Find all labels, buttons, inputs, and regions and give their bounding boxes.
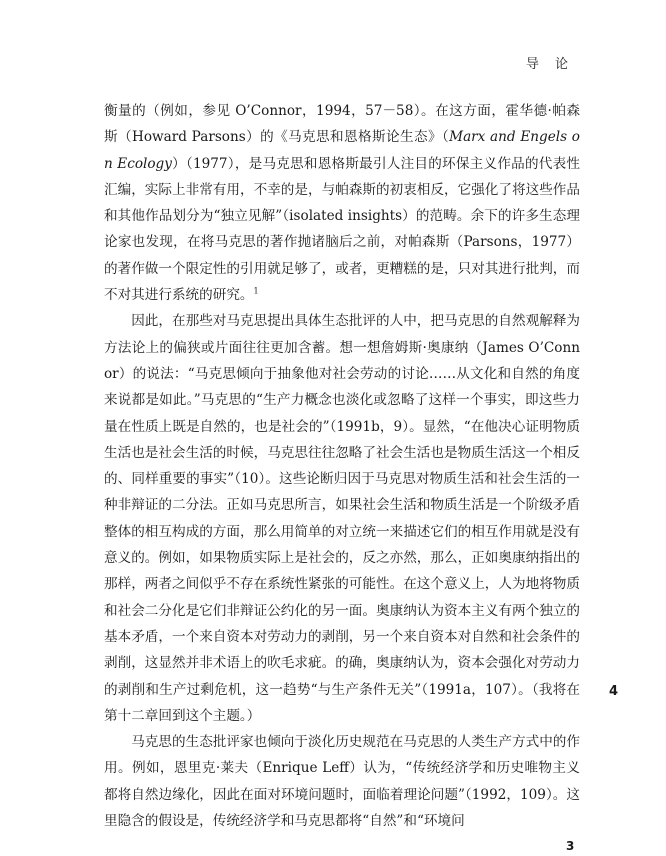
paragraph bbox=[104, 729, 580, 834]
paragraph bbox=[104, 98, 580, 308]
left-margin bbox=[0, 0, 12, 856]
paragraph bbox=[104, 308, 580, 729]
footnote-marker: 1 bbox=[253, 286, 259, 296]
body-text bbox=[104, 98, 580, 834]
text-run: 因此，在那些对马克思提出具体生态批评的人中，把马克思的自然观解释为方法论上的偏狭或片面往往更加含蓄。想一想詹姆斯·奥康纳（James O’Connor）的说法：“马克思倾向于抽象他对社会劳动的讨论……从文化和自然的角度来说都是如此。”马克思的“生产力概念也淡化或忽略了这样一个事实，即这些力量在性质上既是自然的，也是社会的”（1991b，9）。显然，“在他决心证明物质生活也是社会生活的时候，马克思往往忽略了社会生活也是物质生活这一个相反的、同样重要的事实”（10）。这些论断归因于马克思对物质生活和社会生活的一种非辩证的二分法。正如马克思所言，如果社会生活和物质生活是一个阶级矛盾整体的相互构成的方面，那么用简单的对立统一来描述它们的相互作用就是没有意义的。例如，如果物质实际上是社会的，反之亦然，那么，正如奥康纳指出的那样，两者之间似乎不存在系统性紧张的可能性。在这个意义上，人为地将物质和社会二分化是它们非辩证公约化的另一面。奥康纳认为资本主义有两个独立的基本矛盾，一个来自资本对劳动力的剥削，另一个来自资本对自然和社会条件的剥削，这显然并非术语上的吹毛求疵。的确，奥康纳认为，资本会强化对劳动力的剥削和生产过剩危机，这一趋势“与生产条件无关”（1991a，107）。（我将在第十二章回到这个主题。） bbox=[104, 313, 580, 724]
page-number: 3 bbox=[566, 839, 575, 853]
text-run: 马克思的生态批评家也倾向于淡化历史规范在马克思的人类生产方式中的作用。例如，恩里克·莱夫（Enrique Leff）认为，“传统经济学和历史唯物主义都将自然边缘化，因此在面对环境问题时，面临着理论问题”（1992，109）。这里隐含的假设是，传统经济学和马克思都将“自然”和“环境问 bbox=[104, 734, 580, 830]
original-page-reference: 4 bbox=[609, 684, 619, 699]
italic-title: Marx and Engels on Ecology bbox=[104, 129, 580, 172]
running-header: 导 论 bbox=[525, 57, 574, 72]
text-run: ）（1977），是马克思和恩格斯最引人注目的环保主义作品的代表性汇编，实际上非常有用，不幸的是，与帕森斯的初衷相反，它强化了将这些作品和其他作品划分为“独立见解”（isolated insights）的范畴。余下的许多生态理论家也发现，在将马克思的著作抛诸脑后之前，对帕森斯（Parsons，1977）的著作做一个限定性的引用就足够了，或者，更糟糕的是，只对其进行批判，而不对其进行系统的研究。 bbox=[104, 155, 580, 304]
text-run: 衡量的（例如，参见 O’Connor，1994，57－58）。在这方面，霍华德·帕森斯（Howard Parsons）的《马克思和恩格斯论生态》（ bbox=[104, 103, 580, 146]
